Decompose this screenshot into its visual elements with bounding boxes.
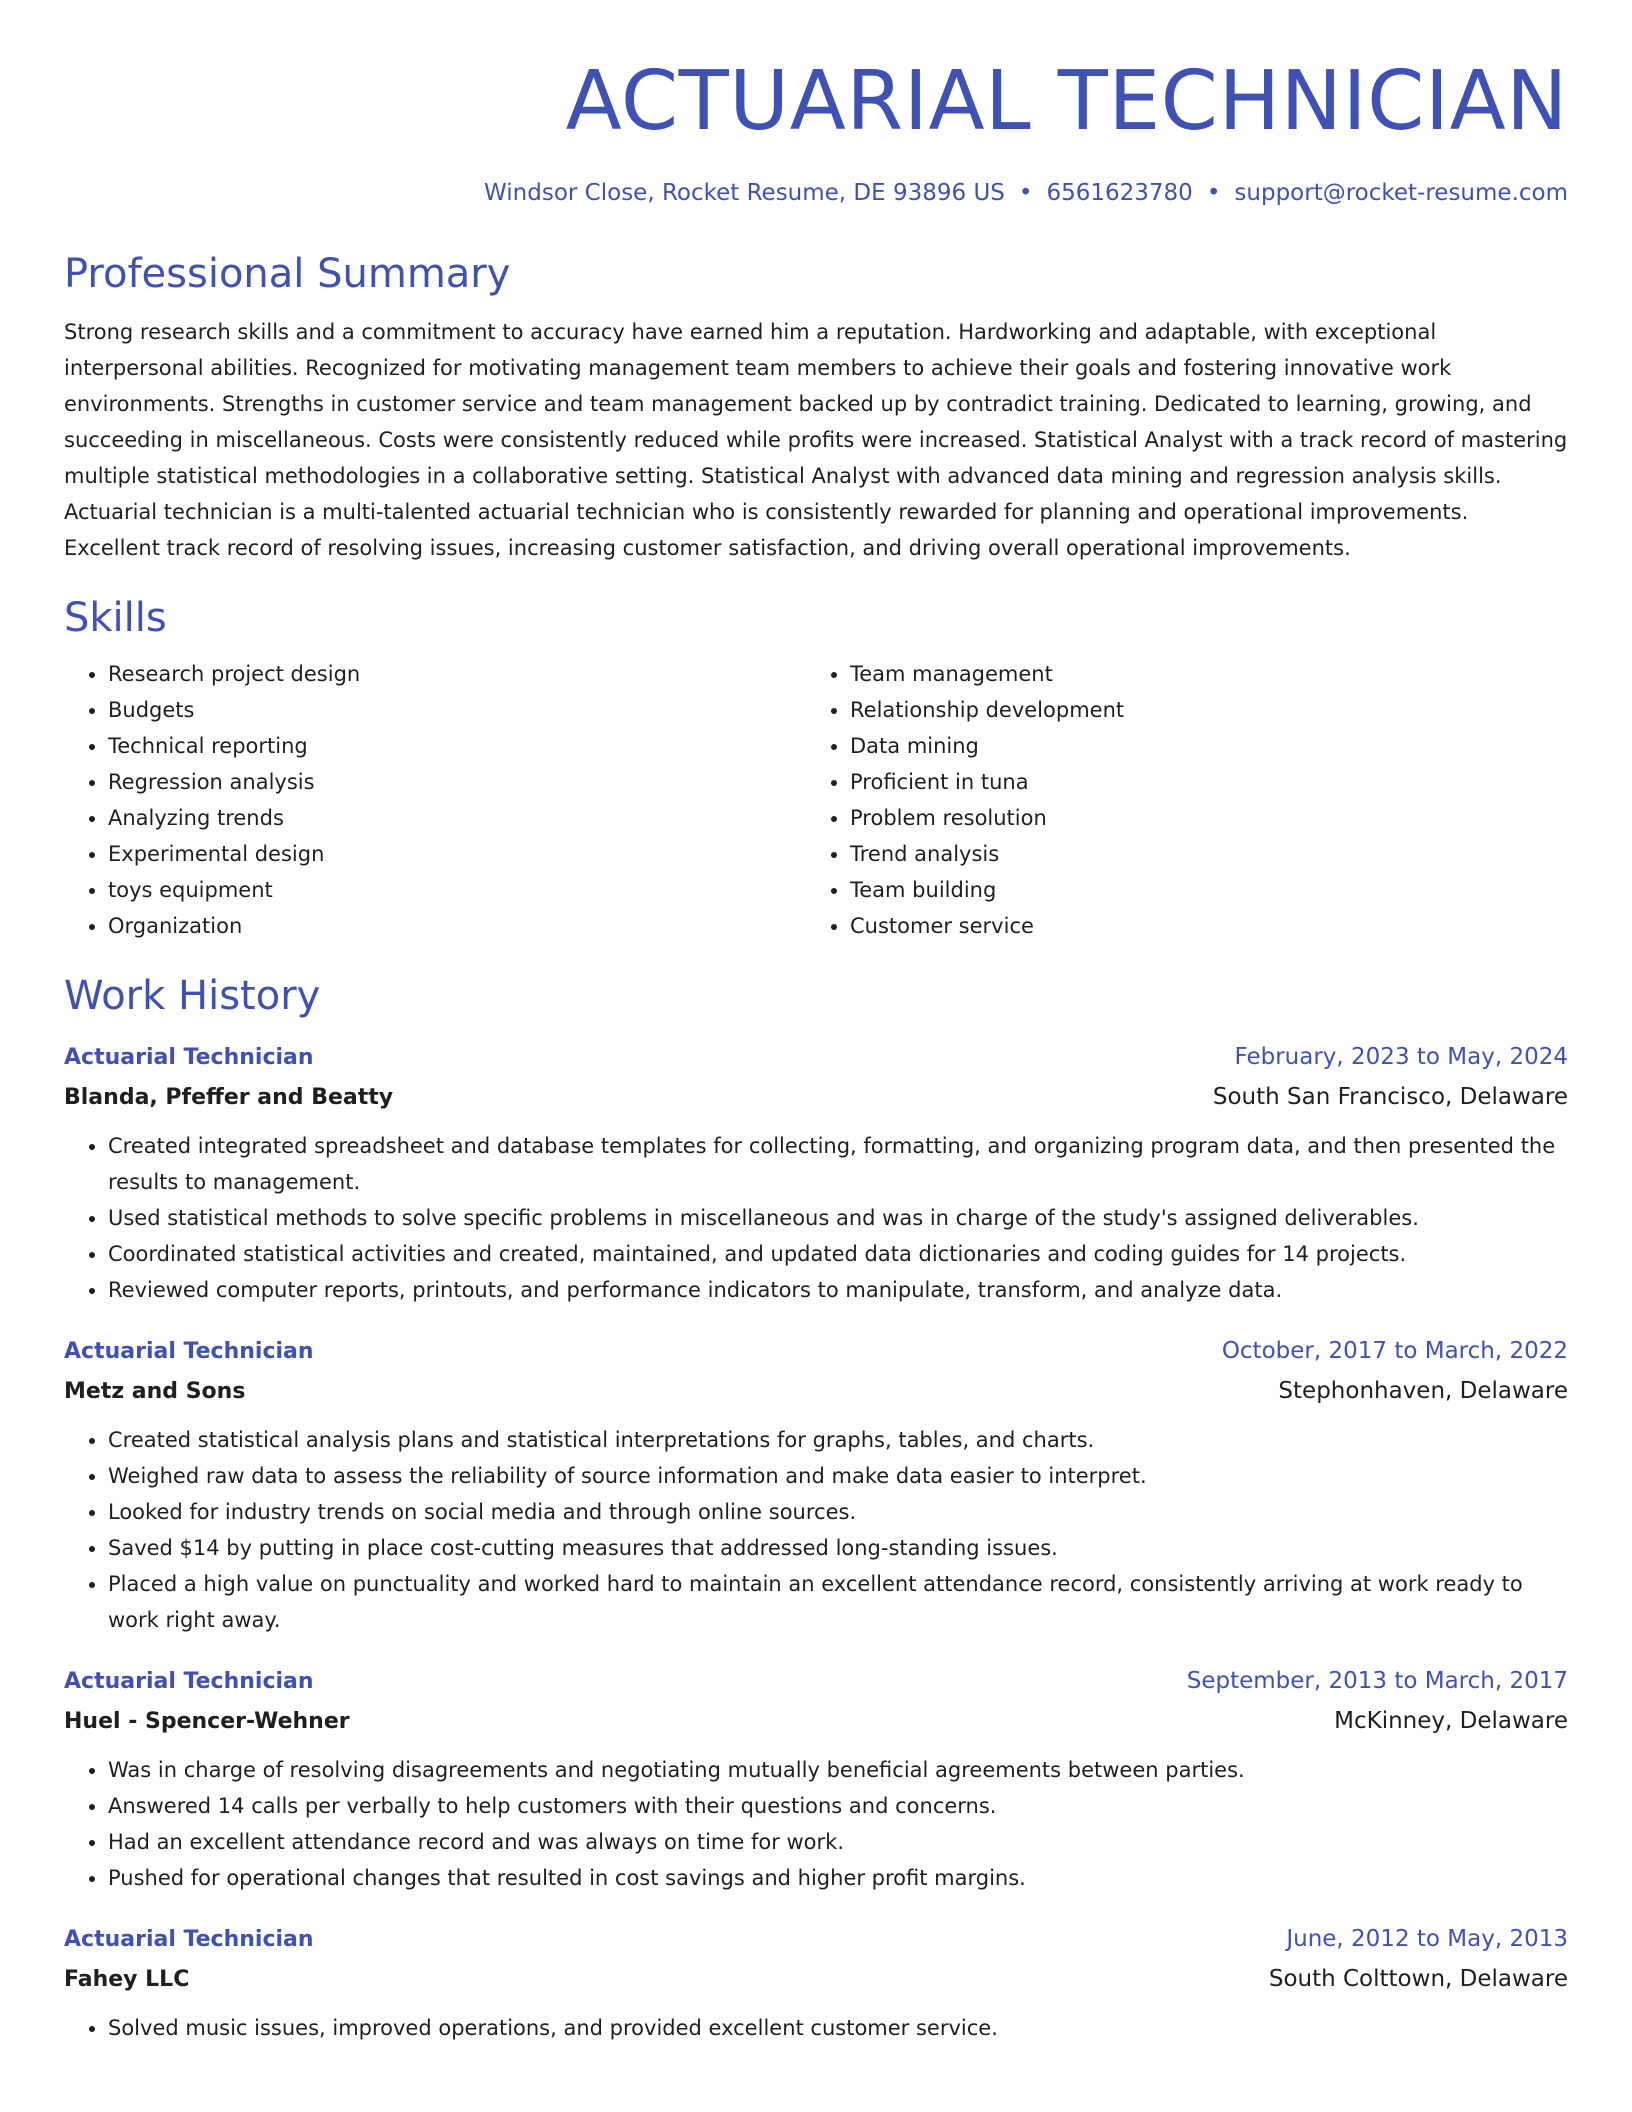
job-entry: [64, 1920, 1568, 2046]
skill-item: • Relationship development: [850, 692, 1548, 728]
job-company-row: [64, 1371, 1568, 1412]
skills-heading: Skills: [64, 595, 167, 641]
job-bullet: • Weighed raw data to assess the reliability of source information and make data easier to interpret.: [108, 1458, 1568, 1494]
job-bullet: • Answered 14 calls per verbally to help customers with their questions and concerns.: [108, 1788, 1568, 1824]
job-bullet: • Placed a high value on punctuality and worked hard to maintain an excellent attendance record, consistently arriving at work ready to work right away.: [108, 1566, 1568, 1638]
job-company: Huel - Spencer-Wehner: [64, 1709, 350, 1734]
job-company-row: [64, 1701, 1568, 1742]
job-title: Actuarial Technician: [64, 1045, 314, 1070]
contact-separator: •: [1206, 180, 1221, 206]
job-dates: February, 2023 to May, 2024: [1234, 1044, 1568, 1070]
contact-separator: •: [1018, 180, 1033, 206]
job-bullet: • Used statistical methods to solve specific problems in miscellaneous and was in charge of the study's assigned deliverables.: [108, 1200, 1568, 1236]
skill-item: • Proficient in tuna: [850, 764, 1548, 800]
contact-line: [64, 178, 1568, 208]
resume-page: [64, 0, 1568, 2046]
job-bullets: [64, 1128, 1568, 1308]
job-bullet: • Had an excellent attendance record and was always on time for work.: [108, 1824, 1568, 1860]
job-bullets: [64, 1422, 1568, 1638]
skill-item: • Team building: [850, 872, 1548, 908]
skills-list-left: [64, 656, 806, 944]
skill-item: • Budgets: [108, 692, 806, 728]
job-company: Metz and Sons: [64, 1379, 246, 1404]
job-bullet: • Coordinated statistical activities and created, maintained, and updated data dictionaries and coding guides for 14 projects.: [108, 1236, 1568, 1272]
skills-list-right: [806, 656, 1548, 944]
job-location: South Colttown, Delaware: [1268, 1966, 1568, 1992]
job-title-row: [64, 1662, 1568, 1701]
skill-item: • Organization: [108, 908, 806, 944]
skill-item: • Team management: [850, 656, 1548, 692]
skill-item: • Problem resolution: [850, 800, 1548, 836]
contact-phone: 6561623780: [1046, 180, 1193, 206]
job-bullets: [64, 1752, 1568, 1896]
work-history-heading: Work History: [64, 973, 321, 1019]
job-title-row: [64, 1332, 1568, 1371]
work-history-list: [64, 1038, 1568, 2046]
job-location: Stephonhaven, Delaware: [1278, 1378, 1568, 1404]
skill-item: • Regression analysis: [108, 764, 806, 800]
job-location: McKinney, Delaware: [1334, 1708, 1568, 1734]
contact-email[interactable]: support@rocket-resume.com: [1234, 180, 1568, 206]
skill-item: • Trend analysis: [850, 836, 1548, 872]
job-bullet: • Looked for industry trends on social media and through online sources.: [108, 1494, 1568, 1530]
job-bullet: • Created integrated spreadsheet and database templates for collecting, formatting, and organizing program data, and then presented the results to management.: [108, 1128, 1568, 1200]
job-location: South San Francisco, Delaware: [1212, 1084, 1568, 1110]
job-bullet: • Pushed for operational changes that resulted in cost savings and higher profit margins.: [108, 1860, 1568, 1896]
job-dates: October, 2017 to March, 2022: [1221, 1338, 1568, 1364]
job-company: Blanda, Pfeffer and Beatty: [64, 1085, 394, 1110]
skill-item: • Customer service: [850, 908, 1548, 944]
skill-item: • Research project design: [108, 656, 806, 692]
job-company: Fahey LLC: [64, 1967, 190, 1992]
job-bullet: • Created statistical analysis plans and statistical interpretations for graphs, tables, and charts.: [108, 1422, 1568, 1458]
job-company-row: [64, 1077, 1568, 1118]
job-title: Actuarial Technician: [64, 1339, 314, 1364]
skill-item: • Analyzing trends: [108, 800, 806, 836]
skills-columns: [64, 656, 1568, 944]
job-bullet: • Saved $14 by putting in place cost-cutting measures that addressed long-standing issues.: [108, 1530, 1568, 1566]
job-dates: September, 2013 to March, 2017: [1186, 1668, 1568, 1694]
skill-item: • Experimental design: [108, 836, 806, 872]
resume-header: [64, 0, 1568, 208]
job-bullets: [64, 2010, 1568, 2046]
job-company-row: [64, 1959, 1568, 2000]
job-bullet: • Was in charge of resolving disagreements and negotiating mutually beneficial agreements between parties.: [108, 1752, 1568, 1788]
job-entry: [64, 1332, 1568, 1638]
job-entry: [64, 1038, 1568, 1308]
contact-address: Windsor Close, Rocket Resume, DE 93896 US: [484, 180, 1005, 206]
job-title: Actuarial Technician: [64, 1669, 314, 1694]
job-bullet: • Reviewed computer reports, printouts, and performance indicators to manipulate, transform, and analyze data.: [108, 1272, 1568, 1308]
job-entry: [64, 1662, 1568, 1896]
skill-item: • Technical reporting: [108, 728, 806, 764]
job-title-row: [64, 1038, 1568, 1077]
candidate-title: ACTUARIAL TECHNICIAN: [565, 54, 1568, 149]
summary-text: Strong research skills and a commitment to accuracy have earned him a reputation. Hardworking and adaptable, with exceptional interpersonal abilities. Recognized for motivating management team members to achieve their goals and fostering innovative work environments. Strengths in customer service and team management backed up by contradict training. Dedicated to learning, growing, and succeeding in miscellaneous. Costs were consistently reduced while profits were increased. Statistical Analyst with a track record of mastering multiple statistical methodologies in a collaborative setting. Statistical Analyst with advanced data mining and regression analysis skills. Actuarial technician is a multi-talented actuarial technician who is consistently rewarded for planning and operational improvements. Excellent track record of resolving issues, increasing customer satisfaction, and driving overall operational improvements.: [64, 320, 1568, 560]
job-dates: June, 2012 to May, 2013: [1286, 1926, 1568, 1952]
job-bullet: • Solved music issues, improved operations, and provided excellent customer service.: [108, 2010, 1568, 2046]
skill-item: • Data mining: [850, 728, 1548, 764]
summary-heading: Professional Summary: [64, 251, 511, 297]
job-title: Actuarial Technician: [64, 1927, 314, 1952]
skill-item: • toys equipment: [108, 872, 806, 908]
job-title-row: [64, 1920, 1568, 1959]
